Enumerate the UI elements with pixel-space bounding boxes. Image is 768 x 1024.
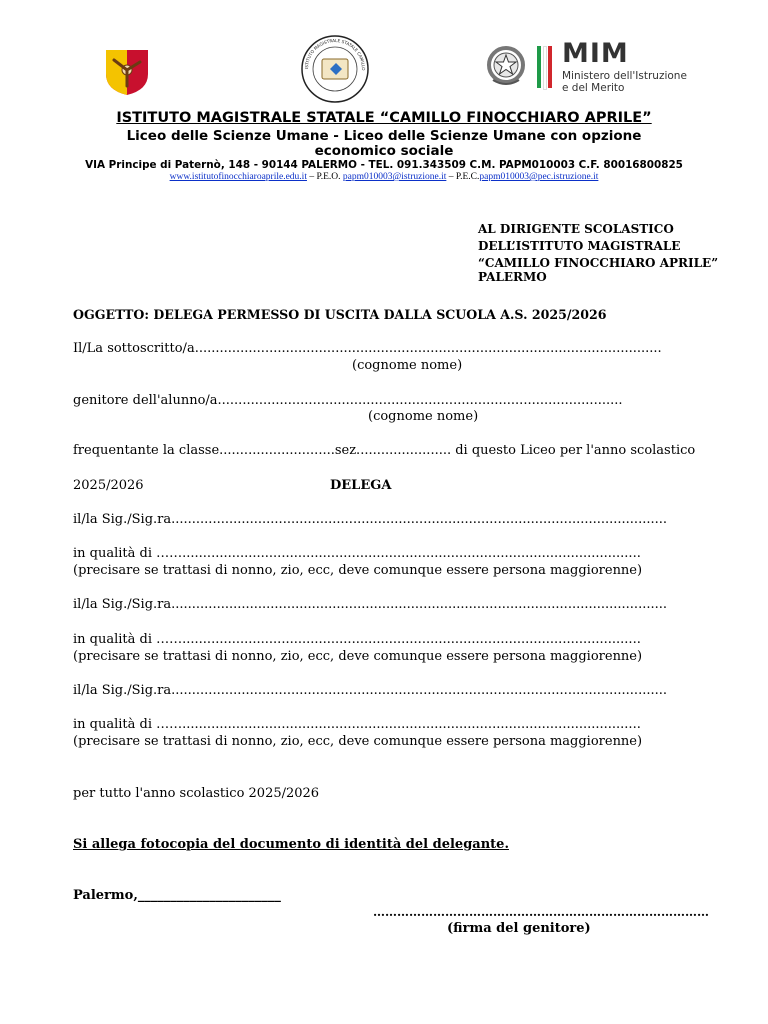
delegate-1-role-line: in qualità di ……............................................................................................................... (73, 546, 641, 561)
institute-name: ISTITUTO MAGISTRALE STATALE “CAMILLO FINOCCHIARO APRILE” (116, 110, 652, 126)
class-line: frequentante la classe............................sez....................... di questo Liceo per l'anno scolastico (73, 443, 696, 458)
italian-flag-icon (537, 46, 553, 88)
sicily-region-logo (104, 46, 150, 96)
attachment-note: Si allega fotocopia del documento di identità del delegante. (73, 837, 509, 852)
delegate-3-role-hint: (precisare se trattasi di nonno, zio, ecc, deve comunque essere persona maggiorenne) (73, 734, 643, 749)
contact-links (0, 172, 768, 182)
subject-line: OGGETTO: DELEGA PERMESSO DI USCITA DALLA SCUOLA A.S. 2025/2026 (73, 307, 607, 322)
website-link[interactable]: www.istitutofinocchiaroaprile.edu.it (169, 172, 307, 182)
signer-hint: (cognome nome) (352, 358, 463, 373)
pec-label: – P.E.C. (446, 172, 480, 182)
institute-address: VIA Principe di Paternò, 148 - 90144 PALERMO - TEL. 091.343509 C.M. PAPM010003 C.F. 80016800825 (85, 159, 683, 171)
place-date-line: Palermo,______________________ (73, 888, 281, 903)
recipient-line4: PALERMO (478, 270, 547, 284)
mim-subtitle-line1: Ministero dell'Istruzione (562, 70, 687, 82)
delegate-2-role-hint: (precisare se trattasi di nonno, zio, ecc, deve comunque essere persona maggiorenne) (73, 649, 643, 664)
signature-label: (firma del genitore) (447, 921, 591, 936)
italian-republic-emblem (485, 44, 527, 90)
parent-hint: (cognome nome) (368, 409, 479, 424)
signature-dots: ………………………………………………………………………… (373, 905, 709, 919)
delegate-1-name-line: il/la Sig./Sig.ra........................................................................................................................ (73, 512, 667, 527)
recipient-line1: AL DIRIGENTE SCOLASTICO (478, 222, 674, 236)
delegate-3-name-line: il/la Sig./Sig.ra........................................................................................................................ (73, 683, 667, 698)
delegate-1-role-hint: (precisare se trattasi di nonno, zio, ecc, deve comunque essere persona maggiorenne) (73, 563, 643, 578)
delega-heading: DELEGA (330, 478, 392, 493)
parent-line: genitore dell'alunno/a.................................................................................................. (73, 393, 623, 408)
recipient-line3: “CAMILLO FINOCCHIARO APRILE” (478, 256, 719, 270)
delegate-2-name-line: il/la Sig./Sig.ra........................................................................................................................ (73, 597, 667, 612)
delegate-2-role-line: in qualità di ……............................................................................................................... (73, 632, 641, 647)
delegate-3-role-line: in qualità di ……............................................................................................................... (73, 717, 641, 732)
mim-logo-text: MIM (562, 38, 629, 69)
mim-subtitle (562, 70, 687, 94)
pec-email-link[interactable]: papm010003@pec.istruzione.it (479, 172, 599, 182)
school-seal-text: ISTITUTO MAGISTRALE STATALE CAMILLO (303, 37, 367, 71)
institute-subtitle-line2: economico sociale (314, 143, 454, 159)
peo-label: – P.E.O. (306, 172, 343, 182)
signer-line: Il/La sottoscritto/a................................................................................................................. (73, 341, 662, 356)
recipient-line2: DELL’ISTITUTO MAGISTRALE (478, 239, 681, 253)
peo-email-link[interactable]: papm010003@istruzione.it (342, 172, 447, 182)
school-seal-logo (300, 34, 370, 104)
period-line: per tutto l'anno scolastico 2025/2026 (73, 786, 320, 801)
institute-subtitle-line1: Liceo delle Scienze Umane - Liceo delle Scienze Umane con opzione (126, 128, 642, 144)
mim-subtitle-line2: e del Merito (562, 82, 625, 94)
school-year: 2025/2026 (73, 478, 144, 493)
